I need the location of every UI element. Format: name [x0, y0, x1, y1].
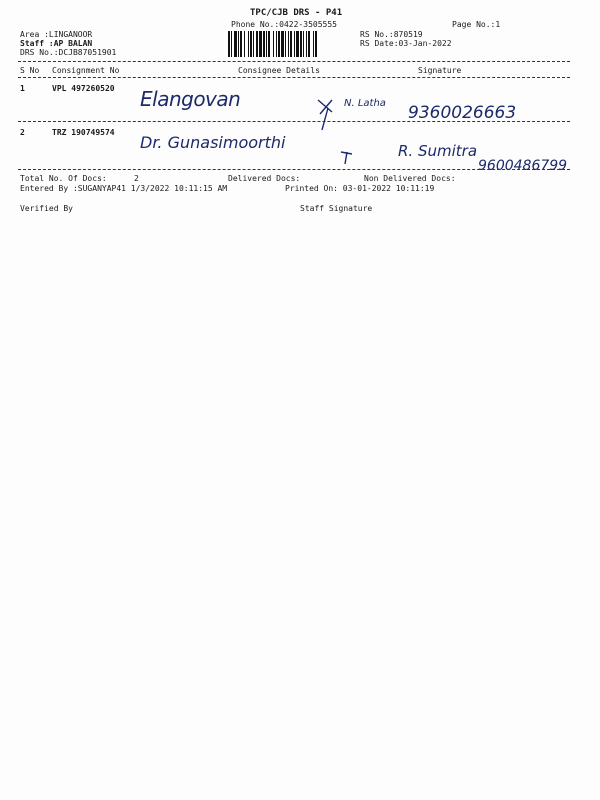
- area-label: Area :LINGANOOR: [20, 30, 93, 39]
- row-2-consignee-handwriting: Dr. Gunasimoorthi: [140, 133, 286, 152]
- staff-label: Staff :AP BALAN: [20, 39, 93, 48]
- verified-by-label: Verified By: [20, 204, 73, 213]
- total-docs-value: 2: [134, 174, 139, 183]
- row-2-phone-handwriting: 9600486799: [478, 158, 568, 174]
- row-1-check-mark: [310, 92, 340, 132]
- delivered-docs-label: Delivered Docs:: [228, 174, 301, 183]
- divider: [18, 121, 570, 122]
- divider: [18, 77, 570, 78]
- divider: [18, 169, 570, 170]
- divider: [18, 61, 570, 62]
- document-title: TPC/CJB DRS - P41: [250, 8, 343, 18]
- column-header-s-no: S No: [20, 66, 40, 75]
- row-2-s-no: 2: [20, 128, 25, 137]
- staff-signature-label: Staff Signature: [300, 204, 373, 213]
- row-2-consignment: TRZ 190749574: [52, 128, 115, 137]
- entered-by: Entered By :SUGANYAP41 1/3/2022 10:11:15 AM: [20, 184, 228, 193]
- non-delivered-docs-label: Non Delivered Docs:: [364, 174, 456, 183]
- rs-date: RS Date:03-Jan-2022: [360, 39, 452, 48]
- drs-number: DRS No.:DCJB87051901: [20, 48, 117, 57]
- barcode: [228, 31, 350, 57]
- row-1-s-no: 1: [20, 84, 25, 93]
- row-1-receiver-handwriting: N. Latha: [344, 98, 386, 109]
- row-1-phone-handwriting: 9360026663: [408, 103, 517, 123]
- phone-number: Phone No.:0422-3505555: [231, 20, 337, 29]
- row-2-check-mark: [338, 148, 358, 168]
- row-1-consignee-handwriting: Elangovan: [140, 87, 241, 111]
- rs-number: RS No.:870519: [360, 30, 423, 39]
- page-number: Page No.:1: [452, 20, 501, 29]
- row-2-receiver-handwriting: R. Sumitra: [398, 142, 478, 160]
- column-header-consignee-details: Consignee Details: [238, 66, 320, 75]
- row-1-consignment: VPL 497260520: [52, 84, 115, 93]
- printed-on: Printed On: 03-01-2022 10:11:19: [285, 184, 435, 193]
- column-header-consignment-no: Consignment No: [52, 66, 120, 75]
- total-docs-label: Total No. Of Docs:: [20, 174, 107, 183]
- column-header-signature: Signature: [418, 66, 462, 75]
